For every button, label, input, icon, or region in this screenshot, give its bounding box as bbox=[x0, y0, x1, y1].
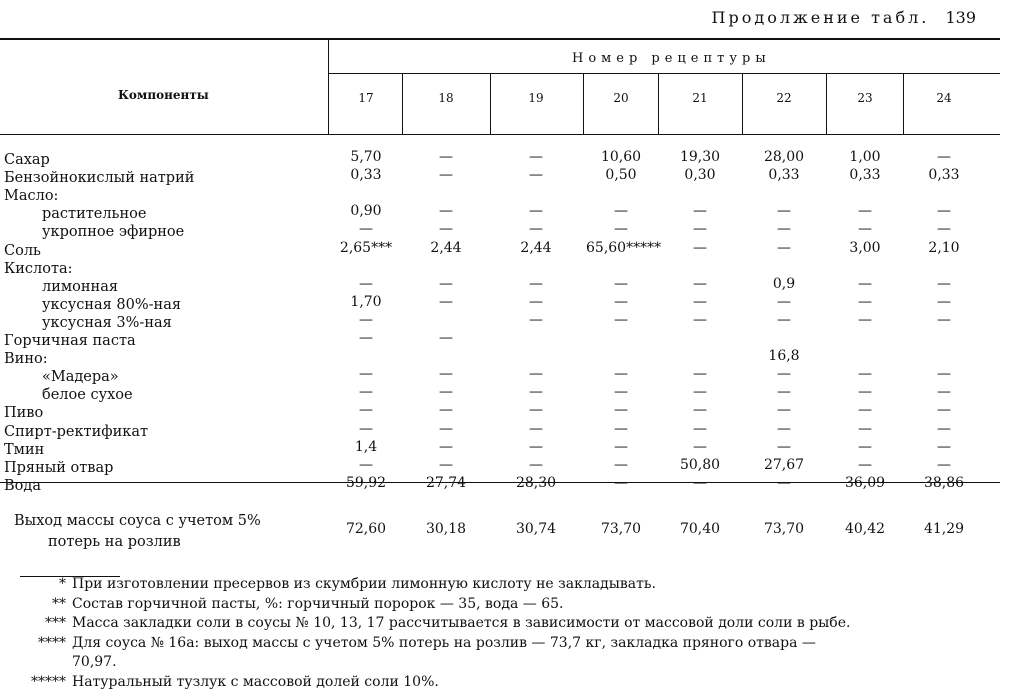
table-cell: — bbox=[529, 402, 543, 419]
row-label: Горчичная паста bbox=[4, 333, 136, 349]
table-cell: 0,33 bbox=[849, 167, 881, 184]
table-cell: — bbox=[439, 402, 453, 419]
table-cell: — bbox=[693, 293, 707, 310]
row-label: Бензойнокислый натрий bbox=[4, 170, 195, 187]
col-sep bbox=[903, 74, 904, 134]
footnote-mark: ***** bbox=[31, 673, 66, 690]
table-cell: — bbox=[529, 167, 543, 184]
table-cell: 2,10 bbox=[928, 239, 960, 256]
table-cell: — bbox=[693, 438, 707, 455]
footnote-mark: * bbox=[59, 576, 66, 592]
row-label: Масло: bbox=[4, 188, 59, 205]
table-cell: — bbox=[529, 456, 543, 473]
footnote bbox=[18, 652, 117, 672]
row-label: Пиво bbox=[4, 405, 44, 422]
table-cell: — bbox=[359, 366, 373, 383]
table-cell: 36,09 bbox=[844, 474, 886, 491]
table-cell: — bbox=[439, 275, 453, 292]
table-cell: — bbox=[693, 420, 707, 437]
table-cell: — bbox=[858, 456, 872, 473]
column-header: 24 bbox=[936, 91, 952, 105]
page-number: 139 bbox=[945, 8, 976, 27]
table-cell: — bbox=[777, 420, 791, 437]
table-cell: — bbox=[777, 438, 791, 455]
table-cell: 1,00 bbox=[849, 149, 881, 165]
table-cell: 0,33 bbox=[928, 167, 960, 184]
table-cell: 3,00 bbox=[849, 239, 881, 256]
table-cell: — bbox=[937, 438, 951, 455]
table-cell: 0,30 bbox=[684, 167, 716, 184]
table-cell: 50,80 bbox=[679, 456, 721, 473]
col-sep bbox=[402, 74, 403, 134]
row-label: «Мадера» bbox=[42, 369, 119, 386]
yield-cell: 73,70 bbox=[763, 521, 805, 537]
table-cell: — bbox=[693, 221, 707, 238]
column-header: 18 bbox=[438, 91, 454, 105]
table-cell: — bbox=[937, 203, 951, 220]
table-cell: — bbox=[777, 293, 791, 310]
table-cell: — bbox=[858, 402, 872, 419]
table-cell: — bbox=[359, 330, 373, 346]
table-cell: — bbox=[529, 275, 543, 292]
table-cell: 65,60***** bbox=[586, 239, 662, 256]
footnote bbox=[18, 672, 439, 692]
table-cell: — bbox=[439, 203, 453, 220]
footnote bbox=[18, 594, 563, 614]
footnote-mark: **** bbox=[38, 634, 66, 651]
header-bottom-rule bbox=[0, 134, 1000, 135]
table-cell: — bbox=[529, 438, 543, 455]
table-cell: 0,90 bbox=[350, 203, 382, 220]
col-sep bbox=[583, 74, 584, 134]
table-cell: — bbox=[858, 221, 872, 238]
yield-cell: 72,60 bbox=[345, 521, 387, 537]
table-cell: 1,4 bbox=[354, 438, 378, 455]
table-cell: 2,44 bbox=[430, 239, 462, 256]
yield-cell: 73,70 bbox=[600, 521, 642, 537]
table-cell: — bbox=[529, 203, 543, 220]
table-cell: — bbox=[439, 420, 453, 437]
yield-label bbox=[14, 512, 261, 551]
row-label: Вино: bbox=[4, 351, 48, 368]
table-cell: — bbox=[937, 149, 951, 165]
column-header: 19 bbox=[528, 91, 544, 105]
column-header: 21 bbox=[692, 91, 708, 105]
table-cell: — bbox=[858, 293, 872, 310]
table-cell: — bbox=[439, 366, 453, 383]
yield-label-line-1: Выход массы соуса с учетом 5% bbox=[14, 513, 261, 529]
table-cell: — bbox=[858, 438, 872, 455]
table-cell: — bbox=[614, 402, 628, 419]
table-cell: 2,65*** bbox=[339, 239, 393, 256]
table-cell: — bbox=[614, 293, 628, 310]
yield-cell: 30,18 bbox=[425, 521, 467, 537]
footnote-mark: ** bbox=[52, 595, 66, 612]
table-cell: — bbox=[359, 420, 373, 437]
table-cell: 0,33 bbox=[350, 167, 382, 184]
table-cell: — bbox=[614, 311, 628, 328]
table-cell: 28,30 bbox=[515, 474, 557, 491]
table-cell: 5,70 bbox=[350, 149, 382, 165]
table-top-rule bbox=[0, 38, 1000, 40]
table-cell: — bbox=[858, 420, 872, 437]
table-cell: — bbox=[858, 366, 872, 383]
row-label: Вода bbox=[4, 477, 41, 494]
table-cell: — bbox=[693, 275, 707, 292]
footnote-text: При изготовлении пресервов из скумбрии лимонную кислоту не закладывать. bbox=[72, 576, 656, 592]
table-cell: — bbox=[614, 275, 628, 292]
col-sep bbox=[742, 74, 743, 134]
row-label: Сахар bbox=[4, 152, 50, 168]
table-cell: — bbox=[529, 149, 543, 165]
table-cell: — bbox=[937, 420, 951, 437]
table-cell: — bbox=[614, 366, 628, 383]
table-cell: — bbox=[777, 384, 791, 401]
table-cell: — bbox=[937, 311, 951, 328]
table-cell: — bbox=[359, 384, 373, 401]
table-cell: — bbox=[777, 474, 791, 491]
table-cell: 27,67 bbox=[763, 456, 805, 473]
table-cell: — bbox=[693, 203, 707, 220]
row-label: Кислота: bbox=[4, 260, 73, 277]
table-cell: — bbox=[937, 456, 951, 473]
row-label: растительное bbox=[42, 206, 147, 223]
yield-cell: 41,29 bbox=[923, 521, 965, 537]
table-cell: — bbox=[439, 456, 453, 473]
stub-divider bbox=[328, 40, 329, 134]
row-label: Соль bbox=[4, 242, 41, 259]
table-cell: — bbox=[614, 221, 628, 238]
table-cell: — bbox=[359, 275, 373, 292]
table-cell: — bbox=[937, 402, 951, 419]
table-cell: — bbox=[693, 366, 707, 383]
table-cell: — bbox=[858, 311, 872, 328]
col-sep bbox=[490, 74, 491, 134]
table-cell: — bbox=[614, 384, 628, 401]
footnote-text: Состав горчичной пасты, %: горчичный поророк — 35, вода — 65. bbox=[72, 595, 564, 612]
col-sep bbox=[658, 74, 659, 134]
table-cell: 38,86 bbox=[923, 474, 965, 491]
table-cell: — bbox=[529, 420, 543, 437]
table-cell: 0,50 bbox=[605, 167, 637, 184]
table-cell: 27,74 bbox=[425, 474, 467, 491]
table-cell: 19,30 bbox=[679, 149, 721, 165]
table-cell: — bbox=[937, 221, 951, 238]
table-cell: 0,9 bbox=[772, 275, 796, 292]
footnote-text: Натуральный тузлук с массовой долей соли 10%. bbox=[72, 673, 439, 690]
row-label: Пряный отвар bbox=[4, 459, 114, 476]
table-cell: — bbox=[693, 402, 707, 419]
table-cell: — bbox=[439, 384, 453, 401]
continuation-label: Продолжение табл. bbox=[711, 8, 930, 27]
table-cell: — bbox=[777, 402, 791, 419]
table-cell: — bbox=[937, 366, 951, 383]
table-cell: — bbox=[439, 330, 453, 346]
row-label: Спирт-ректификат bbox=[4, 423, 148, 440]
footnote-text: Масса закладки соли в соусы № 10, 13, 17 рассчитывается в зависимости от массовой доли соли в рыбе. bbox=[72, 615, 851, 631]
row-label: укропное эфирное bbox=[42, 224, 185, 241]
row-label: уксусная 3%-ная bbox=[42, 314, 172, 331]
footnote bbox=[18, 633, 816, 653]
footnote bbox=[18, 613, 850, 633]
table-cell: — bbox=[614, 203, 628, 220]
table-cell: — bbox=[693, 239, 707, 256]
table-cell: — bbox=[693, 474, 707, 491]
table-cell: — bbox=[439, 438, 453, 455]
running-header bbox=[712, 8, 976, 27]
footnote-text: 70,97. bbox=[72, 654, 117, 670]
table-cell: 1,70 bbox=[350, 293, 382, 310]
table-cell: — bbox=[777, 239, 791, 256]
table-cell: 0,33 bbox=[768, 167, 800, 184]
table-cell: — bbox=[937, 275, 951, 292]
table-cell: 28,00 bbox=[763, 149, 805, 165]
group-header-rule bbox=[328, 73, 1000, 74]
table-cell: — bbox=[529, 384, 543, 401]
table-cell: — bbox=[937, 293, 951, 310]
component-header: Компоненты bbox=[118, 88, 209, 102]
table-cell: 59,92 bbox=[345, 474, 387, 491]
table-cell: — bbox=[858, 203, 872, 220]
table-cell: — bbox=[359, 221, 373, 238]
row-label: Тмин bbox=[4, 441, 45, 458]
table-cell: — bbox=[529, 293, 543, 310]
table-cell: — bbox=[777, 366, 791, 383]
yield-cell: 30,74 bbox=[515, 521, 557, 537]
table-cell: — bbox=[359, 311, 373, 328]
table-cell: — bbox=[858, 384, 872, 401]
footnote bbox=[18, 574, 656, 594]
table-cell: — bbox=[858, 275, 872, 292]
column-header: 17 bbox=[358, 91, 374, 105]
col-sep bbox=[826, 74, 827, 134]
table-cell: 2,44 bbox=[520, 239, 552, 256]
table-cell: — bbox=[439, 167, 453, 184]
table-cell: — bbox=[777, 221, 791, 238]
row-label: лимонная bbox=[42, 278, 119, 295]
group-header: Номер рецептуры bbox=[572, 51, 771, 66]
table-cell: — bbox=[439, 149, 453, 165]
table-cell: — bbox=[439, 293, 453, 310]
table-cell: — bbox=[693, 384, 707, 401]
table-cell: — bbox=[777, 203, 791, 220]
table-cell: — bbox=[529, 221, 543, 238]
table-cell: — bbox=[777, 311, 791, 328]
yield-label-line-2: потерь на розлив bbox=[48, 534, 181, 550]
column-header: 23 bbox=[857, 91, 873, 105]
table-cell: — bbox=[614, 420, 628, 437]
table-cell: — bbox=[614, 456, 628, 473]
table-cell: — bbox=[937, 384, 951, 401]
yield-cell: 70,40 bbox=[679, 521, 721, 537]
table-cell: — bbox=[529, 366, 543, 383]
footnote-mark: *** bbox=[45, 615, 66, 631]
table-cell: — bbox=[359, 456, 373, 473]
table-cell: — bbox=[614, 474, 628, 491]
yield-cell: 40,42 bbox=[844, 521, 886, 537]
footnote-text: Для соуса № 16а: выход массы с учетом 5% потерь на розлив — 73,7 кг, закладка пряного отвара — bbox=[72, 634, 816, 651]
table-cell: 10,60 bbox=[600, 149, 642, 165]
table-cell: 16,8 bbox=[768, 348, 800, 365]
table-cell: — bbox=[693, 311, 707, 328]
column-header: 22 bbox=[776, 91, 792, 105]
column-header: 20 bbox=[613, 91, 629, 105]
table-cell: — bbox=[439, 221, 453, 238]
row-label: уксусная 80%-ная bbox=[42, 296, 182, 313]
table-cell: — bbox=[359, 402, 373, 419]
row-label: белое сухое bbox=[42, 387, 133, 404]
table-cell: — bbox=[529, 311, 543, 328]
table-cell: — bbox=[614, 438, 628, 455]
